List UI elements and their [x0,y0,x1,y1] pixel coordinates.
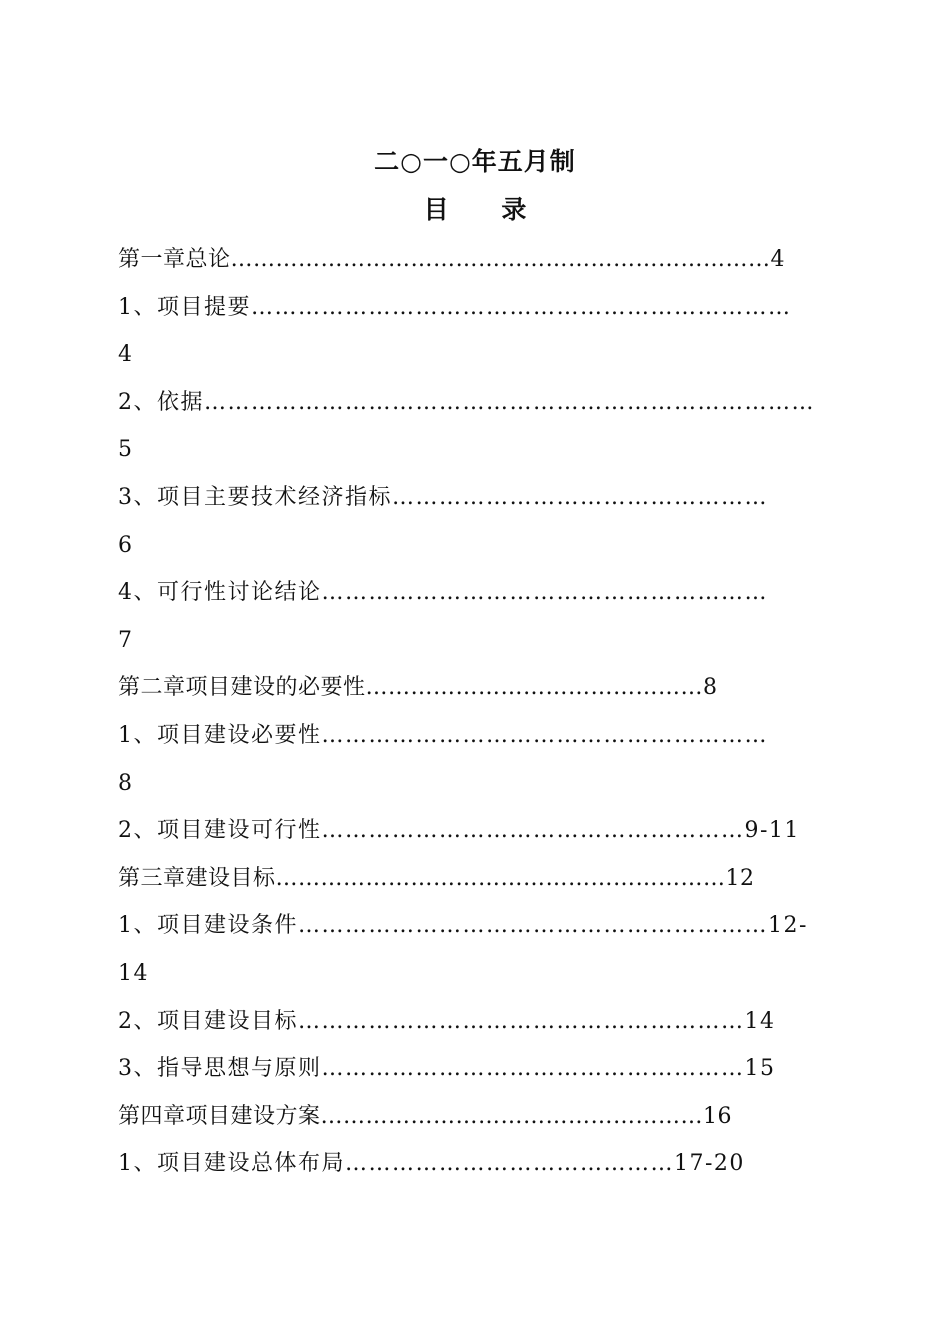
toc-entry: 2、项目建设目标…………………………………………………14 [118,1008,776,1034]
toc-entry: 1、项目建设总体布局……………………………………17-20 [118,1151,745,1177]
date-heading: 二○一○年五月制 [374,147,576,176]
toc-page-number: 7 [118,627,134,653]
toc-entry: 3、项目主要技术经济指标………………………………………… [118,484,768,510]
toc-page-number: 5 [118,437,134,463]
toc-page-number: 14 [118,960,149,986]
toc-entry: 1、项目提要…………………………………………………………… [118,294,792,320]
toc-chapter-4: 第四章项目建设方案……………………………………………16 [118,1103,732,1129]
toc-entry: 2、项目建设可行性………………………………………………9-11 [118,818,800,844]
toc-entry: 2、依据…………………………………………………………………… [118,389,815,415]
toc-page-number: 6 [118,532,134,558]
toc-title: 目 录 [423,195,549,224]
table-of-contents [118,236,834,1188]
toc-entry: 3、指导思想与原则………………………………………………15 [118,1056,776,1082]
toc-chapter-1: 第一章总论………………………………………………………………4 [118,247,785,272]
toc-entry: 1、项目建设条件……………………………………………………12- [118,913,808,939]
toc-chapter-3: 第三章建设目标……………………………………………………12 [118,865,755,891]
toc-entry: 4、可行性讨论结论………………………………………………… [118,580,768,606]
toc-chapter-2: 第二章项目建设的必要性………………………………………8 [118,675,718,701]
toc-page-number: 4 [118,342,134,368]
toc-entry: 1、项目建设必要性………………………………………………… [118,722,768,748]
toc-page-number: 8 [118,770,134,796]
